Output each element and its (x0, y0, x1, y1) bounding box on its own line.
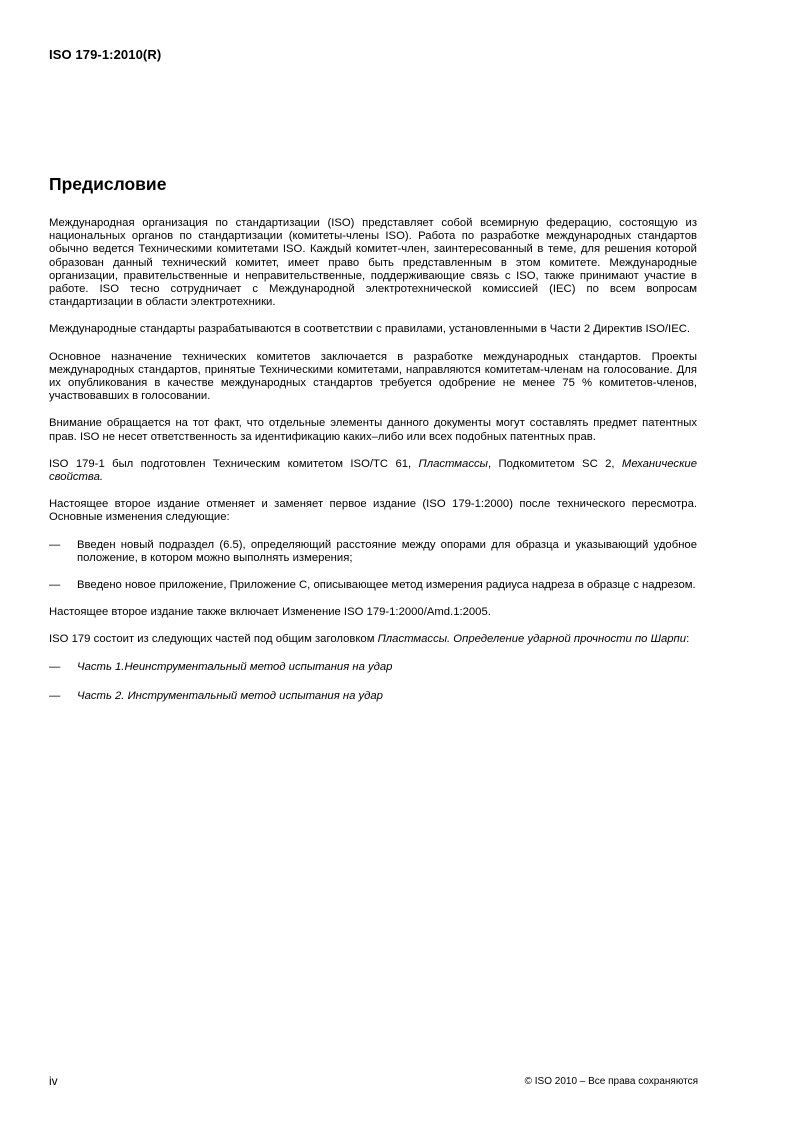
paragraph-iso-intro: Международная организация по стандартизации (ISO) представляет собой всемирную федерацию, состоящую из национальных органов по стандартизации (комитеты-члены ISO). Работа по разработке международных стандартов обычно ведется Техническими комитетами ISO. Каждый комитет-член, заинтересованный в теме, для решения которой образован данный технический комитет, имеет право быть представленным в этом комитете. Международные организации, правительственные и неправительственные, поддерживающие связь с ISO, также принимают участие в работе. ISO тесно сотрудничает с Международной электротехнической комиссией (IEC) по всем вопросам стандартизации в области электротехники. (49, 217, 697, 309)
parts-intro-text-1: ISO 179 состоит из следующих частей под общим заголовком (49, 633, 378, 646)
list-item (49, 579, 697, 592)
list-item-text: Введено новое приложение, Приложение С, описывающее метод измерения радиуса надреза в образце с надрезом. (77, 579, 696, 592)
prepared-by-text-1: ISO 179-1 был подготовлен Техническим комитетом ISO/TC 61, (49, 457, 419, 470)
paragraph-amendment: Настоящее второе издание также включает Изменение ISO 179-1:2000/Amd.1:2005. (49, 606, 491, 619)
general-title: Пластмассы. Определение ударной прочности по Шарпи (377, 633, 687, 646)
list-item-text: Введен новый подраздел (6.5), определяющий расстояние между опорами для образца и указывающий удобное положение, в котором можно выполнять измерения; (77, 538, 697, 564)
prepared-by-text-2: , Подкомитетом SC 2, (487, 457, 622, 470)
dash-bullet: — (49, 689, 61, 702)
list-item (49, 690, 697, 703)
paragraph-parts-intro (49, 633, 697, 646)
paragraph-second-edition: Настоящее второе издание отменяет и заменяет первое издание (ISO 179-1:2000) после технического пересмотра. Основные изменения следующие: (49, 498, 697, 524)
document-code: ISO 179-1:2010(R) (49, 47, 162, 62)
paragraph-committees: Основное назначение технических комитетов заключается в разработке международных стандартов. Проекты международных стандартов, принятые Техническими комитетами, направляются комитетам-членам на голосование. Для их опубликования в качестве международных стандартов требуется одобрение не менее 75 % комитетов-членов, участвовавших в голосовании. (49, 350, 697, 403)
list-item (49, 539, 697, 565)
dash-bullet: — (49, 579, 61, 592)
section-title: Предисловие (49, 174, 167, 194)
paragraph-patents: Внимание обращается на тот факт, что отдельные элементы данного документы могут составлять предмет патентных прав. ISO не несет ответственность за идентификацию каких–либо или всех подобных патентных прав. (49, 417, 697, 443)
dash-bullet: — (49, 538, 61, 551)
list-item-text: Часть 2. Инструментальный метод испытания на удар (77, 689, 383, 702)
page-number: iv (49, 1074, 58, 1088)
copyright-notice: © ISO 2010 – Все права сохраняются (524, 1076, 698, 1087)
dash-bullet: — (49, 660, 61, 673)
paragraph-prepared-by (49, 458, 697, 484)
foreword-body (49, 217, 697, 719)
paragraph-directives: Международные стандарты разрабатываются в соответствии с правилами, установленными в Части 2 Директив ISO/IEC. (49, 323, 691, 336)
parts-intro-text-2: : (686, 633, 690, 646)
list-item (49, 661, 697, 674)
committee-name: Пластмассы (418, 457, 488, 470)
list-item-text: Часть 1.Неинструментальный метод испытания на удар (77, 660, 393, 673)
subcommittee-name: Механические свойства. (49, 457, 697, 484)
